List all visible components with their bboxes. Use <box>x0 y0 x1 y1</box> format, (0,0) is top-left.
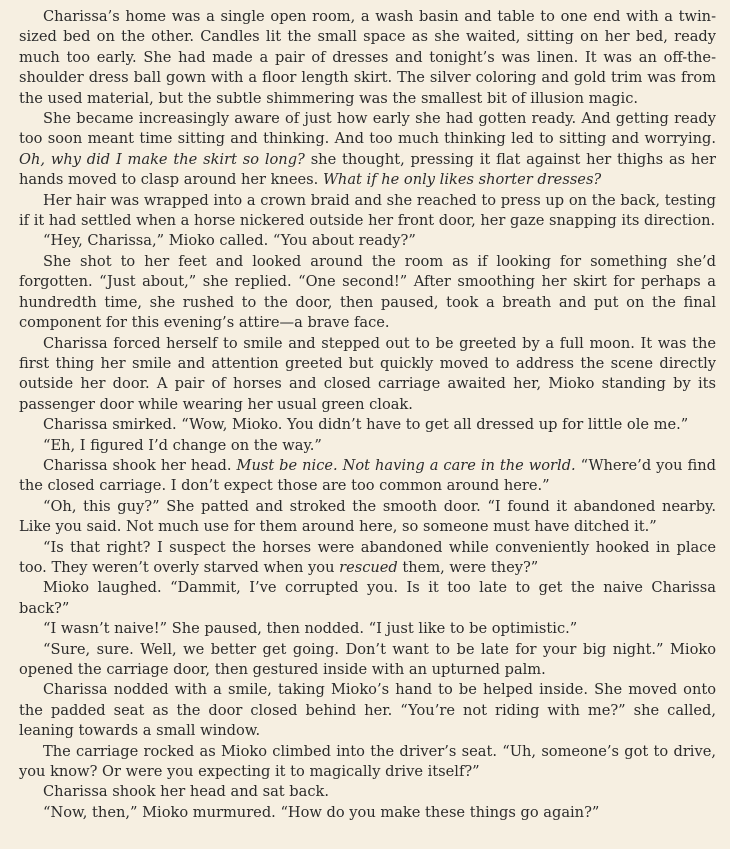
paragraph: Charissa forced herself to smile and stepped out to be greeted by a full moon. It was the first thing her smile and attention greeted but quickly moved to address the scene directly outside her door. A pair of horses and closed carriage awaited her, Mioko standing by its passenger door while wearing her usual green cloak. <box>19 334 716 413</box>
paragraph: Charissa smirked. “Wow, Mioko. You didn’t have to get all dressed up for little ole me.” <box>43 416 689 434</box>
paragraph: “Sure, sure. Well, we better get going. Don’t want to be late for your big night.” Mioko opened the carriage door, then gestured inside with an upturned palm. <box>19 640 716 678</box>
paragraph: Mioko laughed. “Dammit, I’ve corrupted you. Is it too late to get the naive Charissa back?” <box>19 579 716 617</box>
paragraph: “I wasn’t naive!” She paused, then nodded. “I just like to be optimistic.” <box>43 620 578 638</box>
paragraph: Charissa shook her head and sat back. <box>43 783 330 801</box>
paragraph: “Oh, this guy?” She patted and stroked the smooth door. “I found it abandoned nearby. Like you said. Not much use for them around here, so someone must have ditched it.” <box>19 497 716 536</box>
paragraph: She became increasingly aware of just how early she had gotten ready. And getting ready too soon meant time sitting and thinking. And too much thinking led to sitting and worrying. Oh, why did I make the skirt so long? she thought, pressing it flat against her thighs as her hands moved to clasp around her knees. What if he only likes shorter dresses? <box>19 110 716 189</box>
paragraph: “Now, then,” Mioko murmured. “How do you make these things go again?” <box>43 803 600 821</box>
paragraph: Charissa’s home was a single open room, a wash basin and table to one end with a twin-sized bed on the other. Candles lit the small space as she waited, sitting on her bed, ready much too early. She had made a pair of dresses and tonight’s was linen. It was an off-the-shoulder dress ball gown with a floor length skirt. The silver coloring and gold trim was from the used material, but the subtle shimmering was the smallest bit of illusion magic. <box>19 8 716 107</box>
paragraph: Charissa nodded with a smile, taking Mioko’s hand to be helped inside. She moved onto the padded seat as the door closed behind her. “You’re not riding with me?” she called, leaning towards a small window. <box>19 681 716 740</box>
paragraph: “Is that right? I suspect the horses were abandoned while conveniently hooked in place too. They weren’t overly starved when you rescued them, were they?” <box>19 538 716 576</box>
paragraph: “Eh, I figured I’d change on the way.” <box>43 436 322 454</box>
paragraph: Her hair was wrapped into a crown braid and she reached to press up on the back, testing if it had settled when a horse nickered outside her front door, her gaze snapping its direction. <box>19 191 716 230</box>
paragraph: She shot to her feet and looked around the room as if looking for something she’d forgotten. “Just about,” she replied. “One second!” After smoothing her skirt for perhaps a hundredth time, she rushed to the door, then paused, took a breath and put on the final component for this evening’s attire—a brave face. <box>19 252 716 332</box>
paragraph: Charissa shook her head. Must be nice. Not having a care in the world. “Where’d you find the closed carriage. I don’t expect those are too common around here.” <box>19 456 717 495</box>
paragraph: “Hey, Charissa,” Mioko called. “You about ready?” <box>43 232 416 250</box>
paragraph: The carriage rocked as Mioko climbed into the driver’s seat. “Uh, someone’s got to drive, you know? Or were you expecting it to magically drive itself?” <box>19 742 716 781</box>
